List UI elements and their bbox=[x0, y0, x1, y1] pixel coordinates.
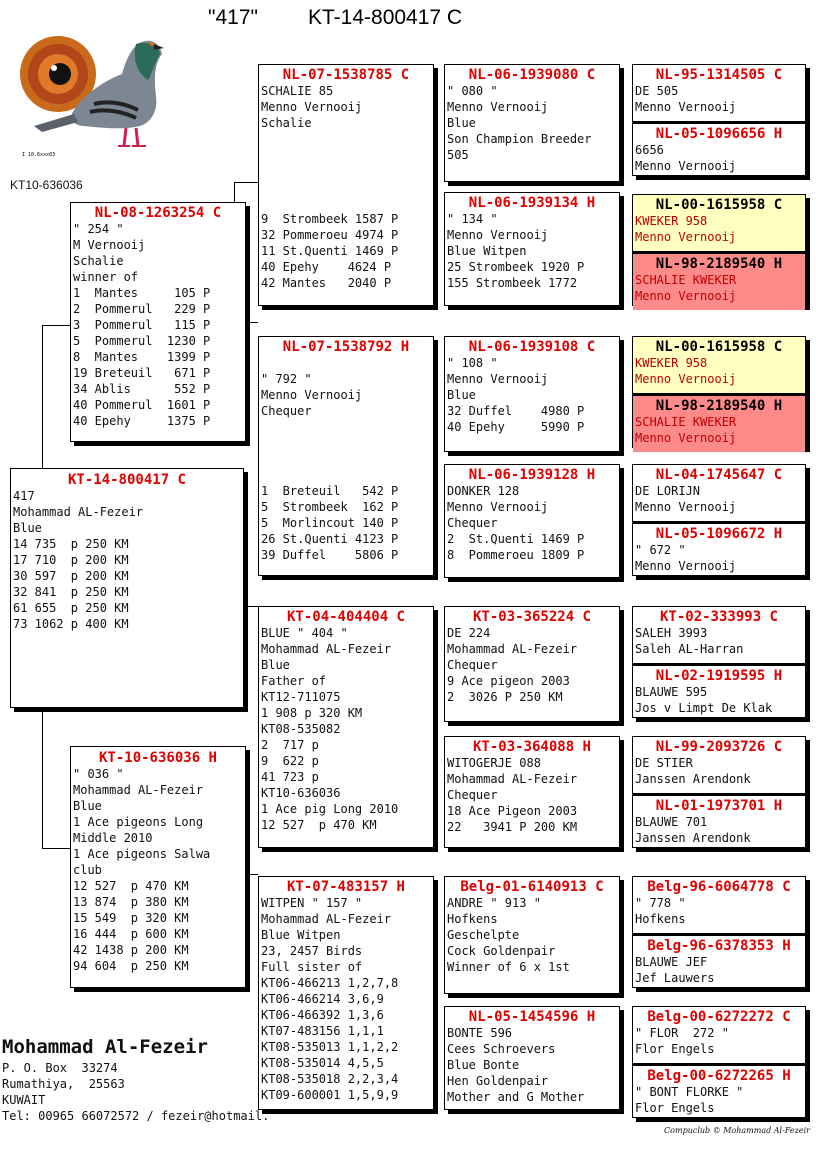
info-line: 417 bbox=[13, 489, 35, 503]
info-line: " 036 " bbox=[73, 767, 124, 781]
gen4-card-4 bbox=[444, 464, 620, 578]
info-line: 5 Morlincout 140 P bbox=[261, 516, 399, 530]
info-line: DONKER 128 bbox=[447, 484, 520, 498]
info-line: 25 Strombeek 1920 P bbox=[447, 260, 585, 274]
connector-line bbox=[234, 182, 235, 202]
info-line: 8 Mantes 1399 P bbox=[73, 350, 211, 364]
info-line: 40 Epehy 5990 P bbox=[447, 420, 585, 434]
info-line: 1 Ace pigeons Salwa bbox=[73, 847, 211, 861]
ring-number: NL-01-1973701 H bbox=[655, 798, 783, 814]
info-line: Blue Witpen bbox=[261, 928, 341, 942]
info-line: Menno Vernooij bbox=[635, 500, 737, 514]
ring-number: NL-04-1745647 C bbox=[655, 467, 783, 483]
info-line: SCHALIE KWEKER bbox=[635, 415, 737, 429]
gen4-card-8 bbox=[444, 1006, 620, 1110]
info-line: Son Champion Breeder bbox=[447, 132, 592, 146]
info-line: 1 Breteuil 542 P bbox=[261, 484, 399, 498]
gen5-card bbox=[633, 521, 805, 580]
ring-number: NL-99-2093726 C bbox=[655, 739, 783, 755]
info-line: 42 Mantes 2040 P bbox=[261, 276, 392, 290]
gen4-card-6 bbox=[444, 736, 620, 848]
gen4-card-1 bbox=[444, 64, 620, 182]
info-line: KT08-535018 2,2,3,4 bbox=[261, 1072, 399, 1086]
info-line: 155 Strombeek 1772 bbox=[447, 276, 578, 290]
info-line: 12 527 p 470 KM bbox=[73, 879, 189, 893]
info-line: Father of bbox=[261, 674, 327, 688]
ring-number: NL-08-1263254 C bbox=[94, 205, 222, 221]
info-line: " 080 " bbox=[447, 84, 498, 98]
info-line: " BONT FLORKE " bbox=[635, 1085, 744, 1099]
info-line: " 778 " bbox=[635, 896, 686, 910]
gen5-card bbox=[633, 607, 805, 663]
info-line: Mother and G Mother bbox=[447, 1090, 585, 1104]
info-line: Menno Vernooij bbox=[447, 500, 549, 514]
info-line: Blue bbox=[261, 658, 290, 672]
info-line: 5 Pommerul 1230 P bbox=[73, 334, 211, 348]
info-line: Mohammad AL-Fezeir bbox=[447, 642, 578, 656]
info-line: Menno Vernooij bbox=[447, 372, 549, 386]
info-line: 14 735 p 250 KM bbox=[13, 537, 129, 551]
info-line: BLAUWE JEF bbox=[635, 955, 708, 969]
info-line: 26 St.Quenti 4123 P bbox=[261, 532, 399, 546]
info-line: 8 Pommeroeu 1809 P bbox=[447, 548, 585, 562]
info-line: 22 3941 P 200 KM bbox=[447, 820, 578, 834]
info-line: BLAUWE 701 bbox=[635, 815, 708, 829]
info-line: 23, 2457 Birds bbox=[261, 944, 363, 958]
info-line: KT08-535013 1,1,2,2 bbox=[261, 1040, 399, 1054]
info-line: Menno Vernooij bbox=[635, 431, 737, 445]
owner-contact-line: Tel: 00965 66072572 / fezeir@hotmail. bbox=[2, 1109, 270, 1123]
photo-ring-caption: KT10-636036 bbox=[10, 178, 83, 192]
info-line: 39 Duffel 5806 P bbox=[261, 548, 399, 562]
ring-number: NL-02-1919595 H bbox=[655, 668, 783, 684]
info-line: 61 655 p 250 KM bbox=[13, 601, 129, 615]
pigeon-name-title: "417" bbox=[208, 6, 258, 29]
gen5-pair-2 bbox=[632, 194, 806, 306]
gen4-card-2 bbox=[444, 192, 620, 306]
info-line: Hofkens bbox=[447, 912, 498, 926]
gen5-card-highlight-red bbox=[633, 251, 805, 310]
info-line: Chequer bbox=[261, 404, 312, 418]
info-line: DE LORIJN bbox=[635, 484, 701, 498]
ring-number: Belg-00-6272272 C bbox=[647, 1009, 791, 1025]
info-line: 19 Breteuil 671 P bbox=[73, 366, 211, 380]
info-line: Menno Vernooij bbox=[635, 159, 737, 173]
info-line: Full sister of bbox=[261, 960, 363, 974]
gen4-card-5 bbox=[444, 606, 620, 722]
gen5-pair-7 bbox=[632, 876, 806, 988]
granddam-dam-card bbox=[258, 876, 434, 1110]
gen5-card bbox=[633, 1007, 805, 1063]
ring-number: NL-98-2189540 H bbox=[655, 398, 783, 414]
pedigree-subject-card bbox=[10, 468, 244, 708]
info-line: Mohammad AL-Fezeir bbox=[73, 783, 204, 797]
info-line: 32 Duffel 4980 P bbox=[447, 404, 585, 418]
ring-number: Belg-96-6378353 H bbox=[647, 938, 791, 954]
info-line: DE 505 bbox=[635, 84, 679, 98]
info-line: Menno Vernooij bbox=[635, 559, 737, 573]
connector-line bbox=[234, 182, 258, 183]
pigeon-photo bbox=[14, 14, 174, 164]
ring-number: KT-14-800417 C bbox=[67, 472, 186, 488]
ring-number: NL-05-1096672 H bbox=[655, 526, 783, 542]
info-line: Jos v Limpt De Klak bbox=[635, 701, 773, 715]
info-line: 40 Pommerul 1601 P bbox=[73, 398, 211, 412]
ring-number: NL-06-1939080 C bbox=[468, 67, 596, 83]
info-line: DE 224 bbox=[447, 626, 491, 640]
info-line: WITOGERJE 088 bbox=[447, 756, 541, 770]
copyright-credit: Compuclub © Mohammad Al-Fezeir bbox=[664, 1126, 810, 1135]
gen5-card bbox=[633, 121, 805, 180]
ring-number: NL-00-1615958 C bbox=[655, 339, 783, 355]
info-line: WITPEN " 157 " bbox=[261, 896, 363, 910]
gen5-card-highlight-red bbox=[633, 393, 805, 452]
info-line: KWEKER 958 bbox=[635, 356, 708, 370]
info-line: Janssen Arendonk bbox=[635, 772, 751, 786]
info-line: Mohammad AL-Fezeir bbox=[447, 772, 578, 786]
info-line: 6656 bbox=[635, 143, 664, 157]
info-line: " 134 " bbox=[447, 212, 498, 226]
info-line: Mohammad AL-Fezeir bbox=[261, 642, 392, 656]
ring-number: NL-98-2189540 H bbox=[655, 256, 783, 272]
grandsire-sire-card bbox=[258, 64, 434, 306]
info-line: Cock Goldenpair bbox=[447, 944, 556, 958]
info-line: Schalie bbox=[261, 116, 312, 130]
info-line: " 672 " bbox=[635, 543, 686, 557]
info-line: DE STIER bbox=[635, 756, 693, 770]
gen4-card-7 bbox=[444, 876, 620, 994]
connector-line bbox=[42, 708, 43, 848]
info-line: Geschelpte bbox=[447, 928, 520, 942]
info-line: 2 3026 P 250 KM bbox=[447, 690, 563, 704]
ring-number: KT-04-404404 C bbox=[286, 609, 405, 625]
connector-line bbox=[246, 322, 258, 323]
info-line: KT10-636036 bbox=[261, 786, 341, 800]
info-line: " 108 " bbox=[447, 356, 498, 370]
info-line: Hofkens bbox=[635, 912, 686, 926]
info-line: 12 527 p 470 KM bbox=[261, 818, 377, 832]
owner-address-line: Rumathiya, 25563 bbox=[2, 1077, 125, 1091]
info-line: 17 710 p 200 KM bbox=[13, 553, 129, 567]
gen5-card bbox=[633, 65, 805, 121]
ring-number: NL-06-1939134 H bbox=[468, 195, 596, 211]
info-line: 40 Epehy 4624 P bbox=[261, 260, 392, 274]
info-line: 32 Pommeroeu 4974 P bbox=[261, 228, 399, 242]
sire-card bbox=[70, 202, 246, 442]
info-line: 9 622 p bbox=[261, 754, 319, 768]
gen5-card bbox=[633, 663, 805, 722]
info-line: club bbox=[73, 863, 102, 877]
ring-number: KT-10-636036 H bbox=[98, 750, 217, 766]
ring-number: KT-02-333993 C bbox=[659, 609, 778, 625]
ring-number: Belg-01-6140913 C bbox=[460, 879, 604, 895]
info-line: 1 908 p 320 KM bbox=[261, 706, 363, 720]
info-line: Menno Vernooij bbox=[447, 100, 549, 114]
info-line: Cees Schroevers bbox=[447, 1042, 556, 1056]
connector-line bbox=[42, 848, 70, 849]
info-line: 9 Strombeek 1587 P bbox=[261, 212, 399, 226]
info-line: 40 Epehy 1375 P bbox=[73, 414, 211, 428]
info-line: Mohammad AL-Fezeir bbox=[13, 505, 144, 519]
info-line: Chequer bbox=[447, 658, 498, 672]
info-line: " 792 " bbox=[261, 372, 312, 386]
info-line: Blue bbox=[73, 799, 102, 813]
info-line: Chequer bbox=[447, 788, 498, 802]
ring-number: Belg-00-6272265 H bbox=[647, 1068, 791, 1084]
info-line: BLUE " 404 " bbox=[261, 626, 348, 640]
info-line: Schalie bbox=[73, 254, 124, 268]
gen5-card bbox=[633, 877, 805, 933]
info-line: 1 Mantes 105 P bbox=[73, 286, 211, 300]
gen5-card bbox=[633, 933, 805, 992]
info-line: 5 Strombeek 162 P bbox=[261, 500, 399, 514]
ring-number: KT-07-483157 H bbox=[286, 879, 405, 895]
owner-address-line: KUWAIT bbox=[2, 1093, 46, 1107]
info-line: KWEKER 958 bbox=[635, 214, 708, 228]
connector-line bbox=[42, 325, 70, 326]
info-line: Flor Engels bbox=[635, 1101, 715, 1115]
info-line: SCHALIE KWEKER bbox=[635, 273, 737, 287]
gen4-card-3 bbox=[444, 336, 620, 452]
info-line: 32 841 p 250 KM bbox=[13, 585, 129, 599]
info-line: Blue bbox=[447, 388, 476, 402]
ring-number: NL-00-1615958 C bbox=[655, 197, 783, 213]
info-line: 94 604 p 250 KM bbox=[73, 959, 189, 973]
info-line: " 254 " bbox=[73, 222, 124, 236]
info-line: 3 Pommerul 115 P bbox=[73, 318, 211, 332]
info-line: Middle 2010 bbox=[73, 831, 153, 845]
gen5-card-highlight-yellow bbox=[633, 195, 805, 251]
ring-number: NL-06-1939128 H bbox=[468, 467, 596, 483]
dam-card bbox=[70, 746, 246, 988]
info-line: Hen Goldenpair bbox=[447, 1074, 549, 1088]
info-line: Chequer bbox=[447, 516, 498, 530]
info-line: Jef Lauwers bbox=[635, 971, 715, 985]
info-line: KT09-600001 1,5,9,9 bbox=[261, 1088, 399, 1102]
info-line: Flor Engels bbox=[635, 1042, 715, 1056]
owner-address-line: P. O. Box 33274 bbox=[2, 1061, 118, 1075]
info-line: Menno Vernooij bbox=[635, 372, 737, 386]
pigeon-ring-title: KT-14-800417 C bbox=[308, 6, 463, 29]
svg-text:I 10.6xxx03: I 10.6xxx03 bbox=[22, 152, 56, 158]
info-line: 30 597 p 200 KM bbox=[13, 569, 129, 583]
info-line: Menno Vernooij bbox=[261, 100, 363, 114]
info-line: KT08-535014 4,5,5 bbox=[261, 1056, 384, 1070]
info-line: 73 1062 p 400 KM bbox=[13, 617, 129, 631]
connector-line bbox=[246, 874, 258, 875]
info-line: 2 Pommerul 229 P bbox=[73, 302, 211, 316]
gen5-card bbox=[633, 465, 805, 521]
connector-line bbox=[42, 325, 43, 469]
gen5-card bbox=[633, 793, 805, 852]
info-line: KT08-535082 bbox=[261, 722, 341, 736]
info-line: KT06-466213 1,2,7,8 bbox=[261, 976, 399, 990]
connector-line bbox=[246, 606, 258, 607]
ring-number: NL-07-1538785 C bbox=[282, 67, 410, 83]
grandsire-dam-card bbox=[258, 606, 434, 848]
info-line: Mohammad AL-Fezeir bbox=[261, 912, 392, 926]
info-line: 41 723 p bbox=[261, 770, 319, 784]
info-line: Menno Vernooij bbox=[447, 228, 549, 242]
info-line: SALEH 3993 bbox=[635, 626, 708, 640]
ring-number: NL-05-1096656 H bbox=[655, 126, 783, 142]
info-line: KT06-466214 3,6,9 bbox=[261, 992, 384, 1006]
gen5-pair-3 bbox=[632, 336, 806, 448]
ring-number: NL-06-1939108 C bbox=[468, 339, 596, 355]
info-line: 42 1438 p 200 KM bbox=[73, 943, 189, 957]
gen5-pair-4 bbox=[632, 464, 806, 576]
info-line: BLAUWE 595 bbox=[635, 685, 708, 699]
info-line: Blue bbox=[447, 116, 476, 130]
info-line: BONTE 596 bbox=[447, 1026, 513, 1040]
ring-number: NL-07-1538792 H bbox=[282, 339, 410, 355]
info-line: ANDRE " 913 " bbox=[447, 896, 541, 910]
info-line: 9 Ace pigeon 2003 bbox=[447, 674, 570, 688]
gen5-card bbox=[633, 1063, 805, 1122]
info-line: KT07-483156 1,1,1 bbox=[261, 1024, 384, 1038]
info-line: 2 717 p bbox=[261, 738, 319, 752]
info-line: Menno Vernooij bbox=[635, 100, 737, 114]
info-line: Blue bbox=[13, 521, 42, 535]
info-line: 11 St.Quenti 1469 P bbox=[261, 244, 399, 258]
info-line: Saleh AL-Harran bbox=[635, 642, 744, 656]
info-line: Menno Vernooij bbox=[635, 289, 737, 303]
gen5-pair-1 bbox=[632, 64, 806, 176]
info-line: Winner of 6 x 1st bbox=[447, 960, 570, 974]
ring-number: Belg-96-6064778 C bbox=[647, 879, 791, 895]
info-line: 16 444 p 600 KM bbox=[73, 927, 189, 941]
gen5-pair-6 bbox=[632, 736, 806, 848]
gen5-card-highlight-yellow bbox=[633, 337, 805, 393]
info-line: M Vernooij bbox=[73, 238, 146, 252]
info-line: 1 Ace pig Long 2010 bbox=[261, 802, 399, 816]
info-line: Menno Vernooij bbox=[261, 388, 363, 402]
info-line: " FLOR 272 " bbox=[635, 1026, 729, 1040]
info-line: Menno Vernooij bbox=[635, 230, 737, 244]
ring-number: KT-03-364088 H bbox=[472, 739, 591, 755]
info-line: 34 Ablis 552 P bbox=[73, 382, 211, 396]
info-line: 18 Ace Pigeon 2003 bbox=[447, 804, 578, 818]
granddam-sire-card bbox=[258, 336, 434, 576]
gen5-card bbox=[633, 737, 805, 793]
info-line: 15 549 p 320 KM bbox=[73, 911, 189, 925]
info-line: KT12-711075 bbox=[261, 690, 341, 704]
info-line: winner of bbox=[73, 270, 139, 284]
info-line: 2 St.Quenti 1469 P bbox=[447, 532, 585, 546]
info-line: Janssen Arendonk bbox=[635, 831, 751, 845]
gen5-pair-5 bbox=[632, 606, 806, 718]
owner-name: Mohammad Al-Fezeir bbox=[2, 1036, 208, 1058]
ring-number: NL-05-1454596 H bbox=[468, 1009, 596, 1025]
info-line: Blue Witpen bbox=[447, 244, 527, 258]
info-line: 505 bbox=[447, 148, 469, 162]
ring-number: KT-03-365224 C bbox=[472, 609, 591, 625]
info-line: Blue Bonte bbox=[447, 1058, 520, 1072]
info-line: SCHALIE 85 bbox=[261, 84, 334, 98]
info-line: 13 874 p 380 KM bbox=[73, 895, 189, 909]
ring-number: NL-95-1314505 C bbox=[655, 67, 783, 83]
info-line: 1 Ace pigeons Long bbox=[73, 815, 204, 829]
info-line: KT06-466392 1,3,6 bbox=[261, 1008, 384, 1022]
gen5-pair-8 bbox=[632, 1006, 806, 1118]
